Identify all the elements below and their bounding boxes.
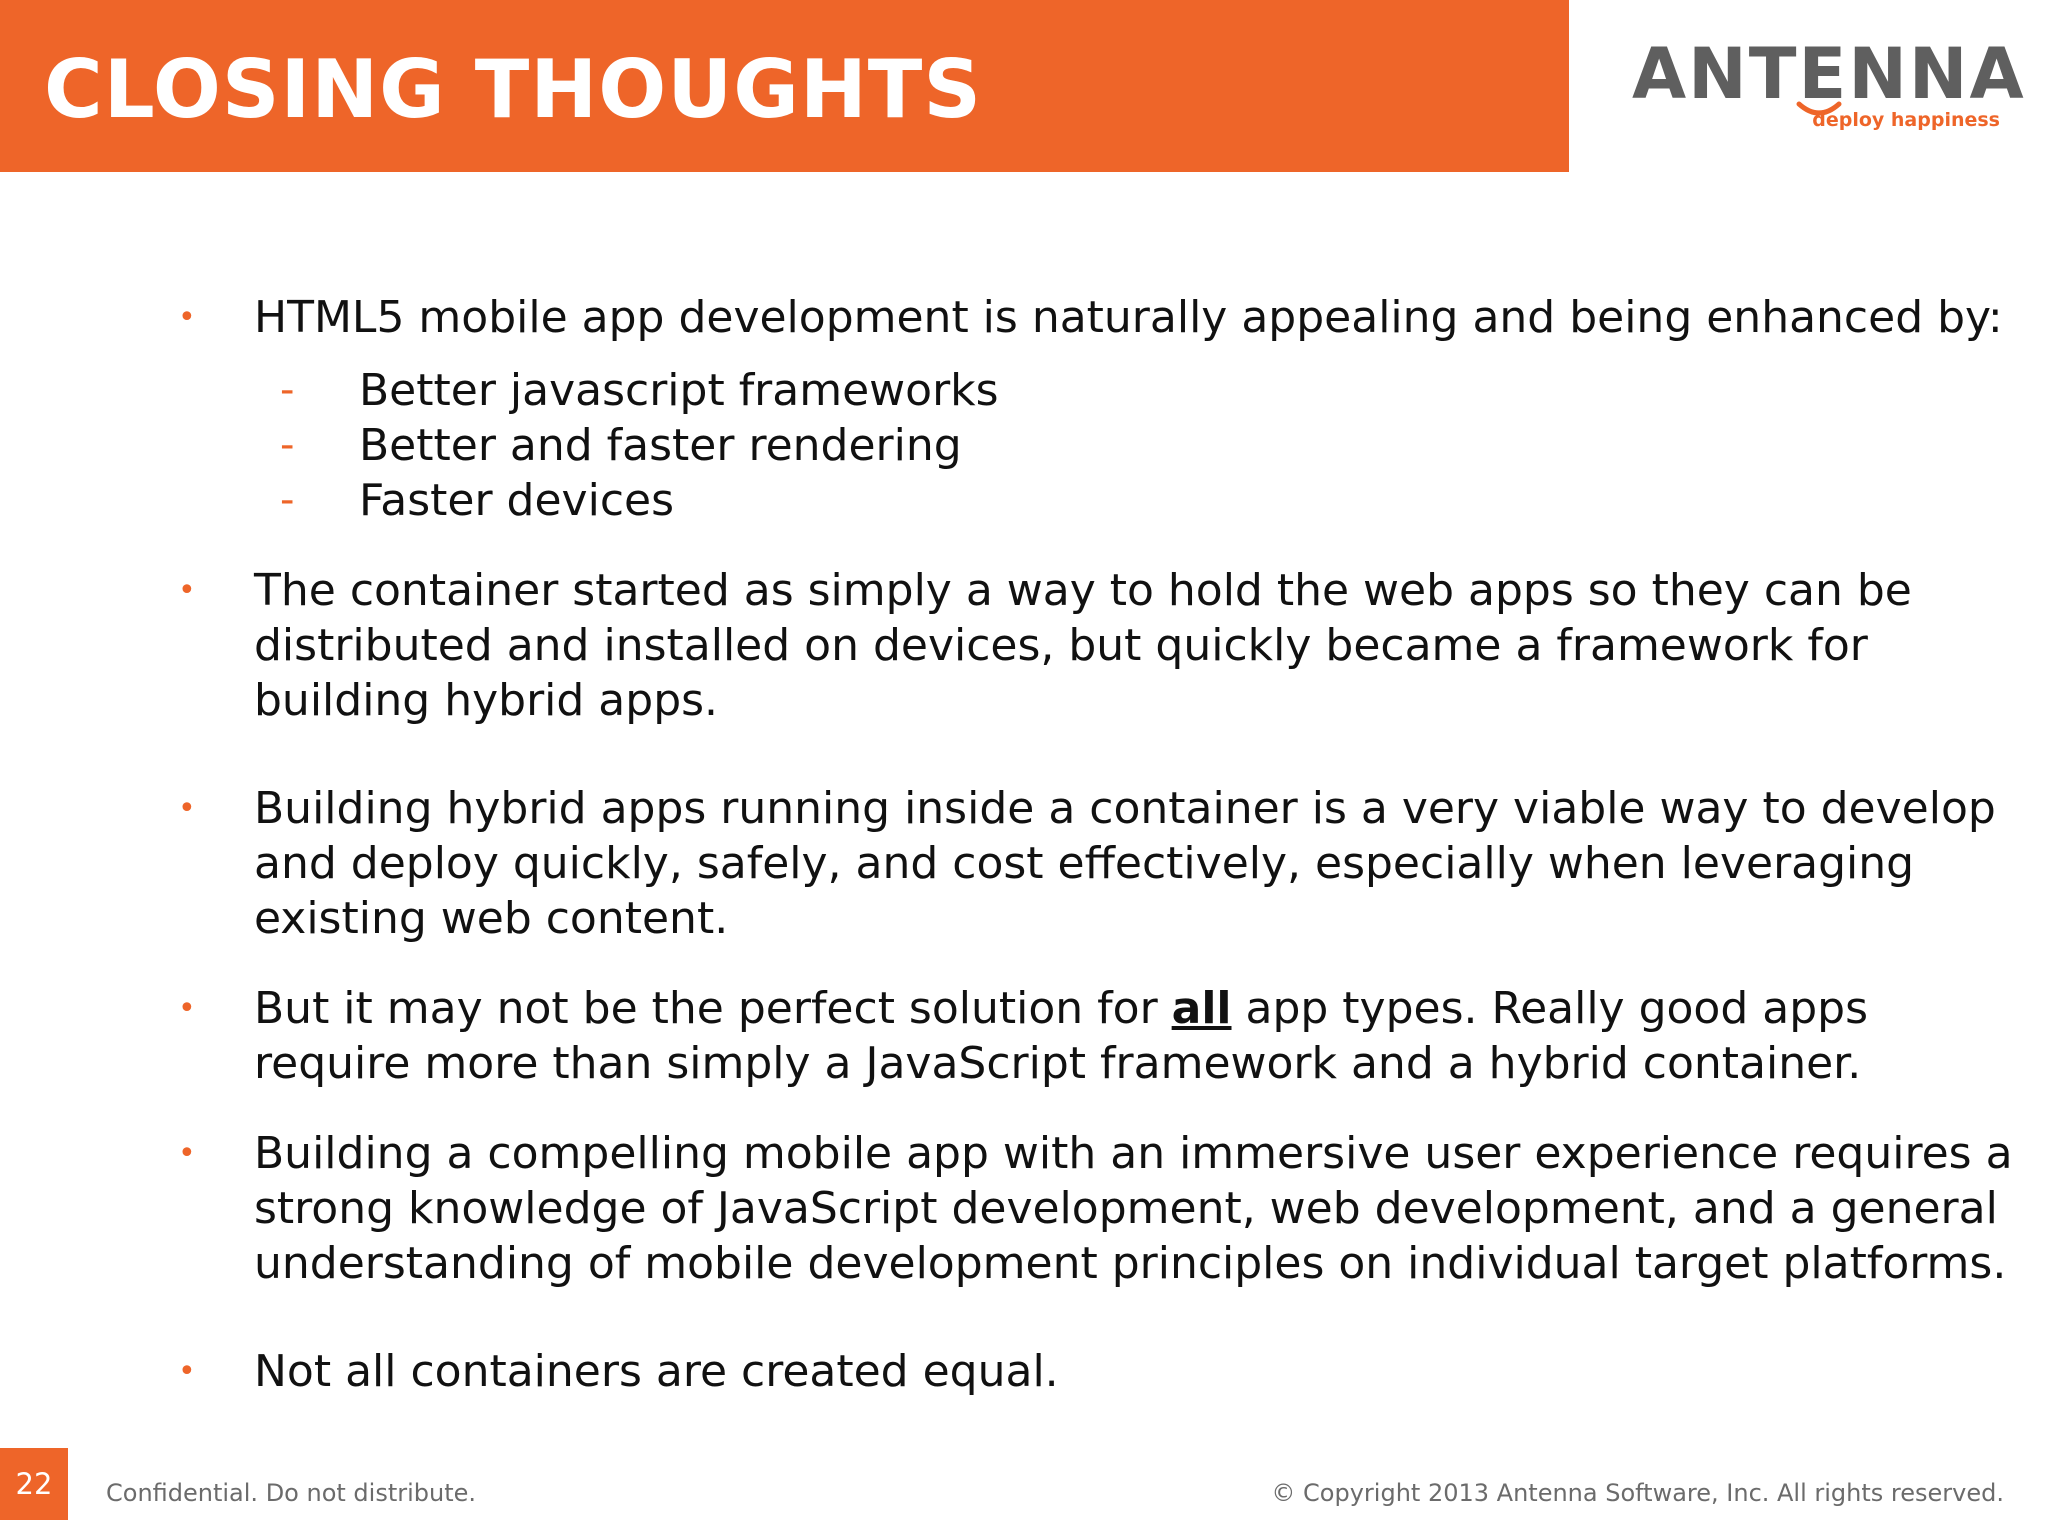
- logo-tagline: deploy happiness: [1812, 109, 2000, 131]
- bullet-line: Building a compelling mobile app with an immersive user experience requires a: [254, 1128, 2013, 1179]
- sub-item-text: Faster devices: [359, 475, 675, 526]
- bullet-marker: •: [178, 991, 196, 1026]
- bullet-line: building hybrid apps.: [254, 675, 719, 726]
- sub-item: [0, 473, 2048, 528]
- page-number: 22: [15, 1467, 53, 1501]
- bullet-text: [254, 290, 2003, 345]
- emphasis-all: all: [1171, 983, 1232, 1034]
- logo-wordmark: ANTENNA: [1632, 33, 2026, 115]
- bullet-line: require more than simply a JavaScript framework and a hybrid container.: [254, 1038, 1862, 1089]
- bullet-text: [254, 1126, 2013, 1291]
- sub-item: [0, 418, 2048, 473]
- bullet-line: understanding of mobile development principles on individual target platforms.: [254, 1238, 2007, 1289]
- bullet-marker: •: [178, 573, 196, 608]
- bullet-line: Not all containers are created equal.: [254, 1346, 1059, 1397]
- bullet-text: [254, 563, 1912, 728]
- dash-marker: -: [280, 367, 295, 413]
- bullet-text-segment: app types. Really good apps: [1231, 983, 1869, 1034]
- confidential-notice: Confidential. Do not distribute.: [106, 1479, 477, 1507]
- bullet-marker: •: [178, 300, 196, 335]
- sub-item-text: Better and faster rendering: [359, 420, 962, 471]
- bullet-line: and deploy quickly, safely, and cost effectively, especially when leveraging: [254, 838, 1915, 889]
- bullet-text: [254, 1344, 1864, 1399]
- dash-marker: -: [280, 422, 295, 468]
- bullet-text: [254, 781, 1996, 946]
- page-number-badge: [0, 1448, 68, 1520]
- sub-item-text: Better javascript frameworks: [359, 365, 999, 416]
- bullet-text: [254, 981, 1869, 1091]
- dash-marker: -: [280, 477, 295, 523]
- bullet-line: distributed and installed on devices, but quickly became a framework for: [254, 620, 1868, 671]
- slide-title: CLOSING THOUGHTS: [44, 43, 982, 136]
- sub-item: [0, 363, 2048, 418]
- bullet-marker: •: [178, 1354, 196, 1389]
- bullet-line: The container started as simply a way to hold the web apps so they can be: [254, 565, 1912, 616]
- bullet-line: HTML5 mobile app development is naturally appealing and being enhanced by:: [254, 292, 2003, 343]
- copyright-notice: © Copyright 2013 Antenna Software, Inc. All rights reserved.: [1271, 1479, 2004, 1507]
- bullet-line: Building hybrid apps running inside a container is a very viable way to develop: [254, 783, 1996, 834]
- bullet-marker: •: [178, 791, 196, 826]
- bullet-marker: •: [178, 1136, 196, 1171]
- bullet-line: existing web content.: [254, 893, 729, 944]
- bullet-line: strong knowledge of JavaScript development, web development, and a general: [254, 1183, 1998, 1234]
- bullet-text-segment: But it may not be the perfect solution for: [254, 983, 1172, 1034]
- bullet-line: [254, 981, 1869, 1036]
